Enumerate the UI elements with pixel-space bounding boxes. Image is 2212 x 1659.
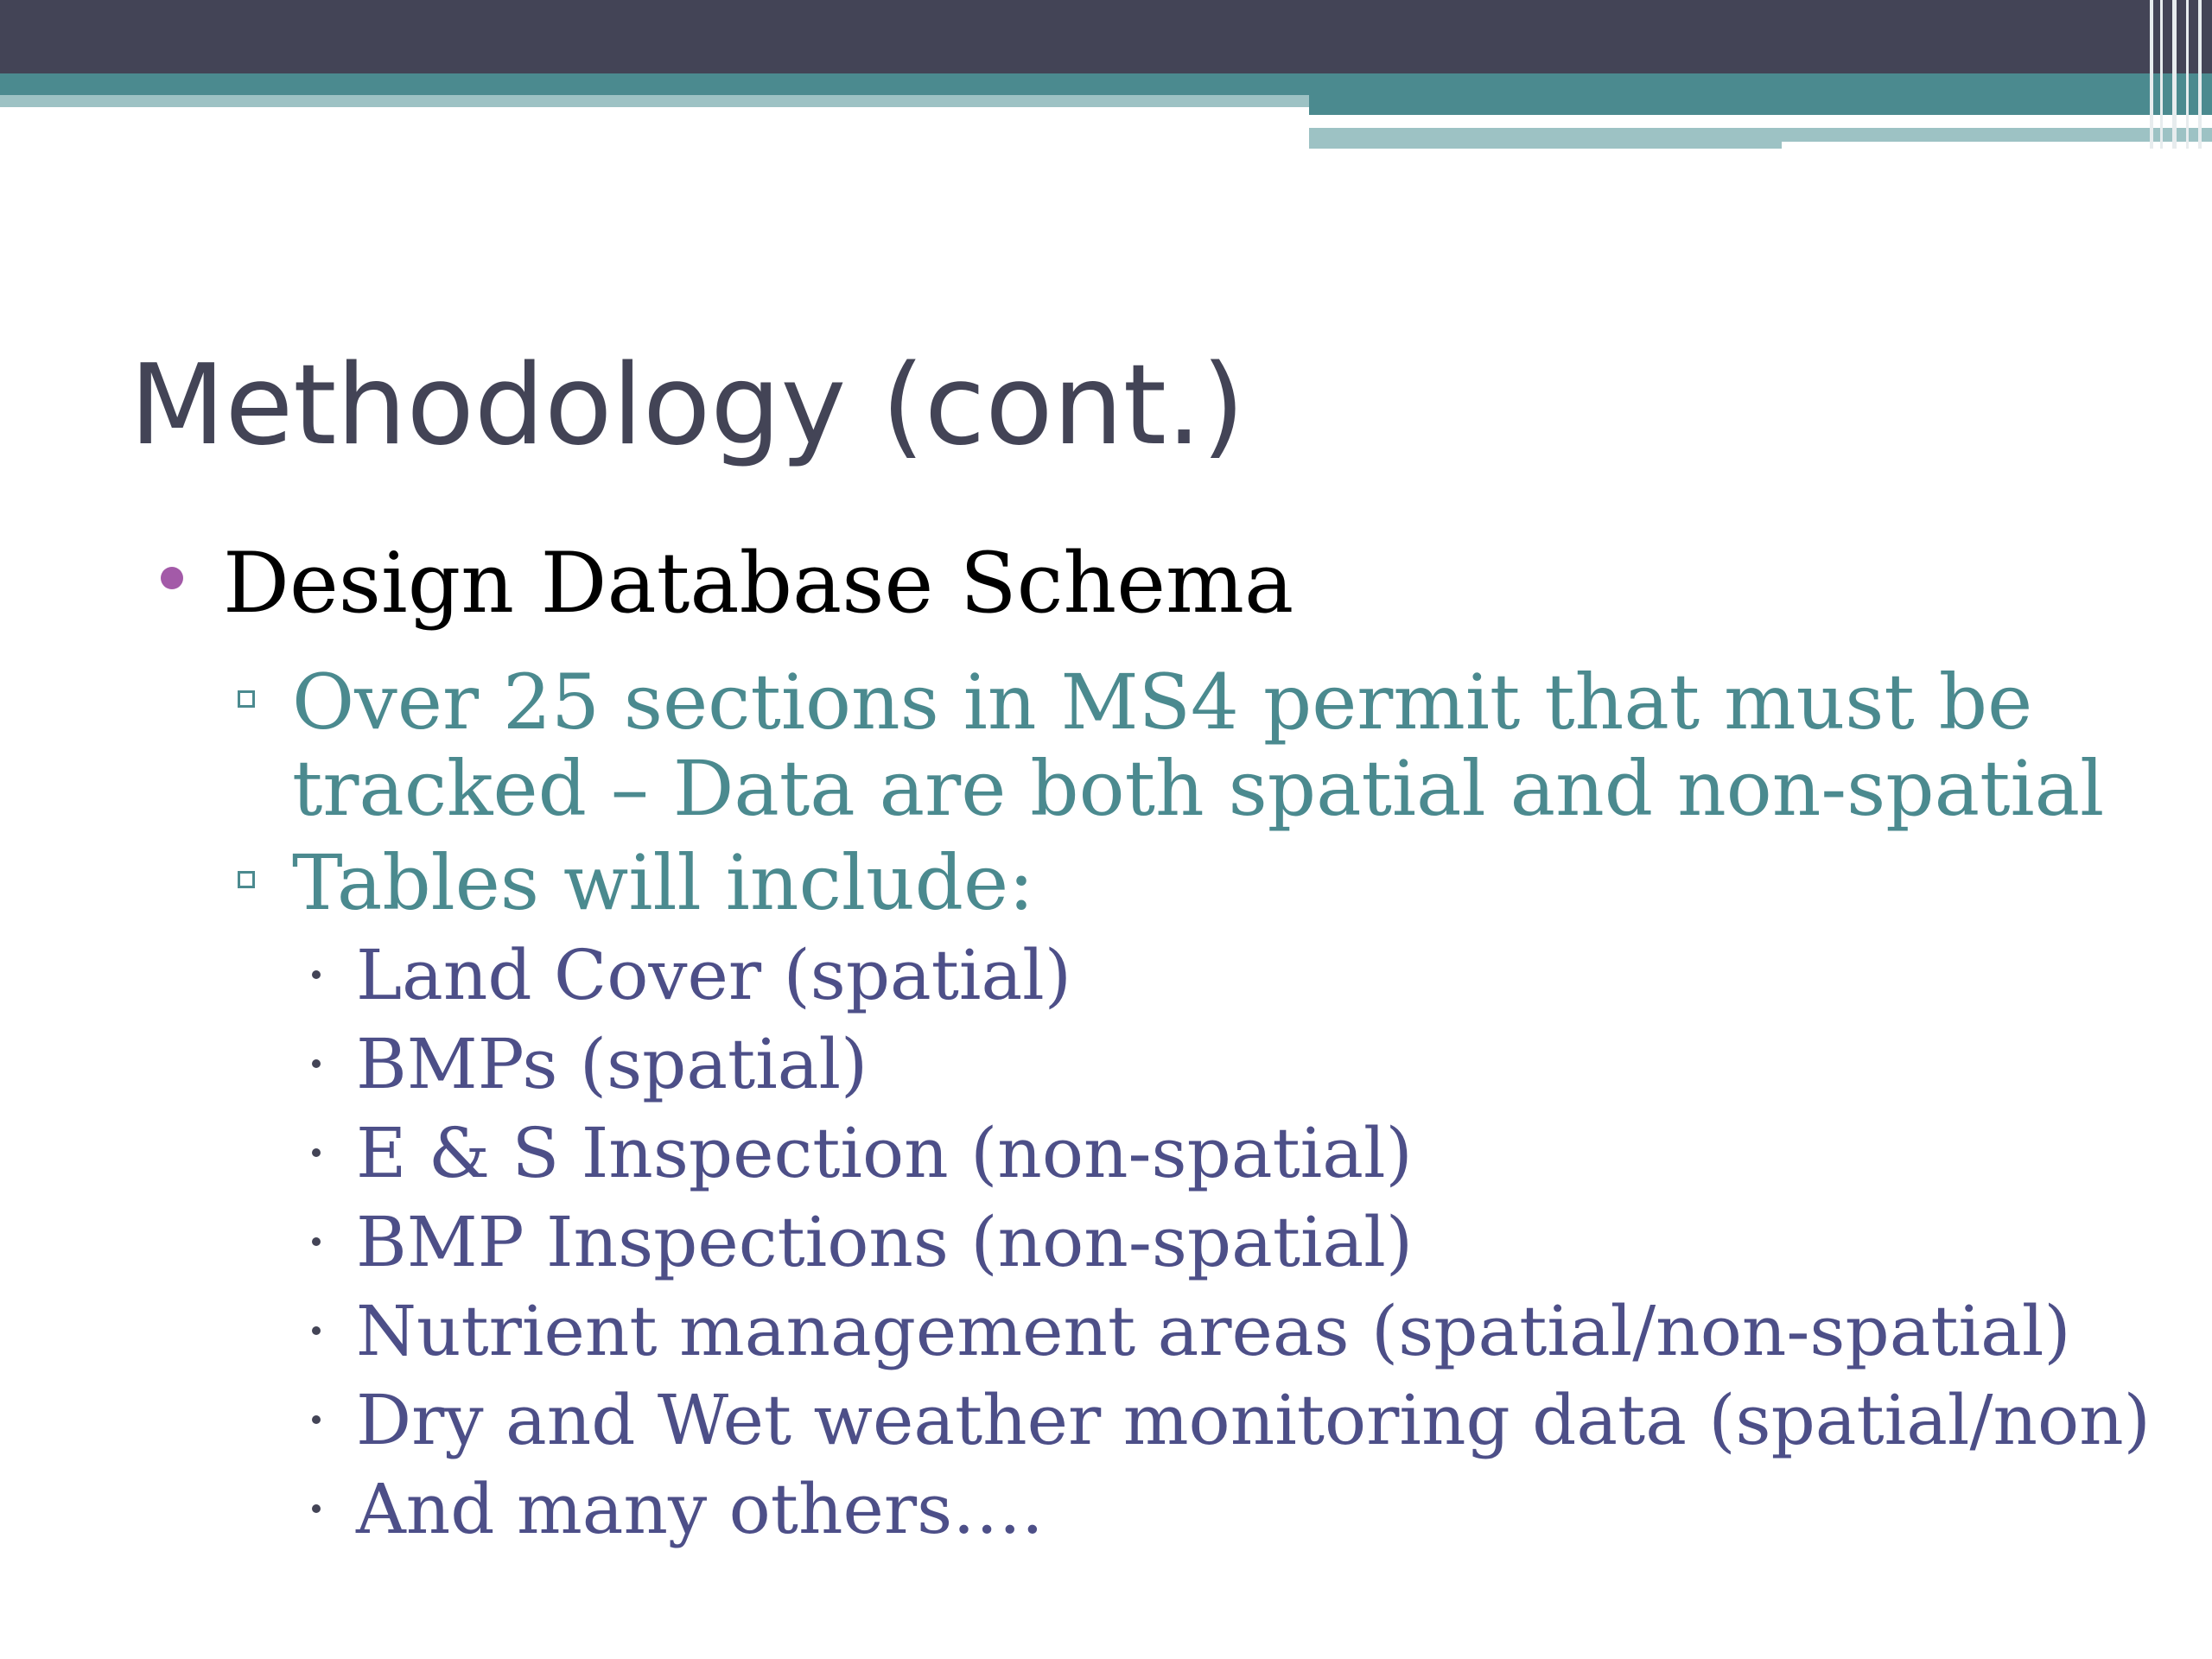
small-dot-bullet-icon — [312, 1504, 321, 1513]
list-item-text: And many others…. — [356, 1469, 1044, 1549]
list-item-text: Dry and Wet weather monitoring data (spatial/non) — [356, 1380, 2151, 1460]
header-right-teal-block — [1309, 73, 2212, 115]
header-teal-light-band — [0, 95, 1309, 107]
list-item-text: BMP Inspections (non-spatial) — [356, 1202, 1414, 1282]
small-dot-bullet-icon — [312, 1326, 321, 1335]
list-item-text: E & S Inspection (non-spatial) — [356, 1113, 1413, 1193]
list-item-text: BMPs (spatial) — [356, 1024, 868, 1104]
slide-title: Methodology (cont.) — [130, 341, 1245, 470]
small-dot-bullet-icon — [312, 1237, 321, 1246]
header-stripe — [2150, 0, 2153, 149]
bullet-level1-text: Design Database Schema — [223, 535, 1294, 632]
list-item-text: Nutrient management areas (spatial/non-spatial) — [356, 1291, 2071, 1371]
header-stripe — [2198, 0, 2202, 149]
list-item-text: Land Cover (spatial) — [356, 935, 1071, 1015]
bullet-level2-text-line2: tracked – Data are both spatial and non-spatial — [292, 744, 2105, 833]
small-dot-bullet-icon — [312, 1148, 321, 1157]
bullet-level2-text: Tables will include: — [292, 838, 1034, 927]
small-dot-bullet-icon — [312, 970, 321, 979]
header-right-white-line — [1309, 118, 2048, 124]
header-stripe — [2172, 0, 2177, 149]
hollow-square-bullet-icon — [238, 871, 255, 888]
header-stripe — [2160, 0, 2163, 149]
hollow-square-bullet-icon — [238, 690, 255, 708]
header-dark-band — [0, 0, 2212, 73]
header-stripe — [2186, 0, 2189, 149]
bullet-level2-text-line1: Over 25 sections in MS4 permit that must be — [292, 658, 2033, 747]
header-stripes — [2143, 0, 2212, 149]
header-teal-band — [0, 73, 1309, 95]
filled-circle-bullet-icon — [161, 567, 183, 589]
small-dot-bullet-icon — [312, 1059, 321, 1068]
small-dot-bullet-icon — [312, 1415, 321, 1424]
